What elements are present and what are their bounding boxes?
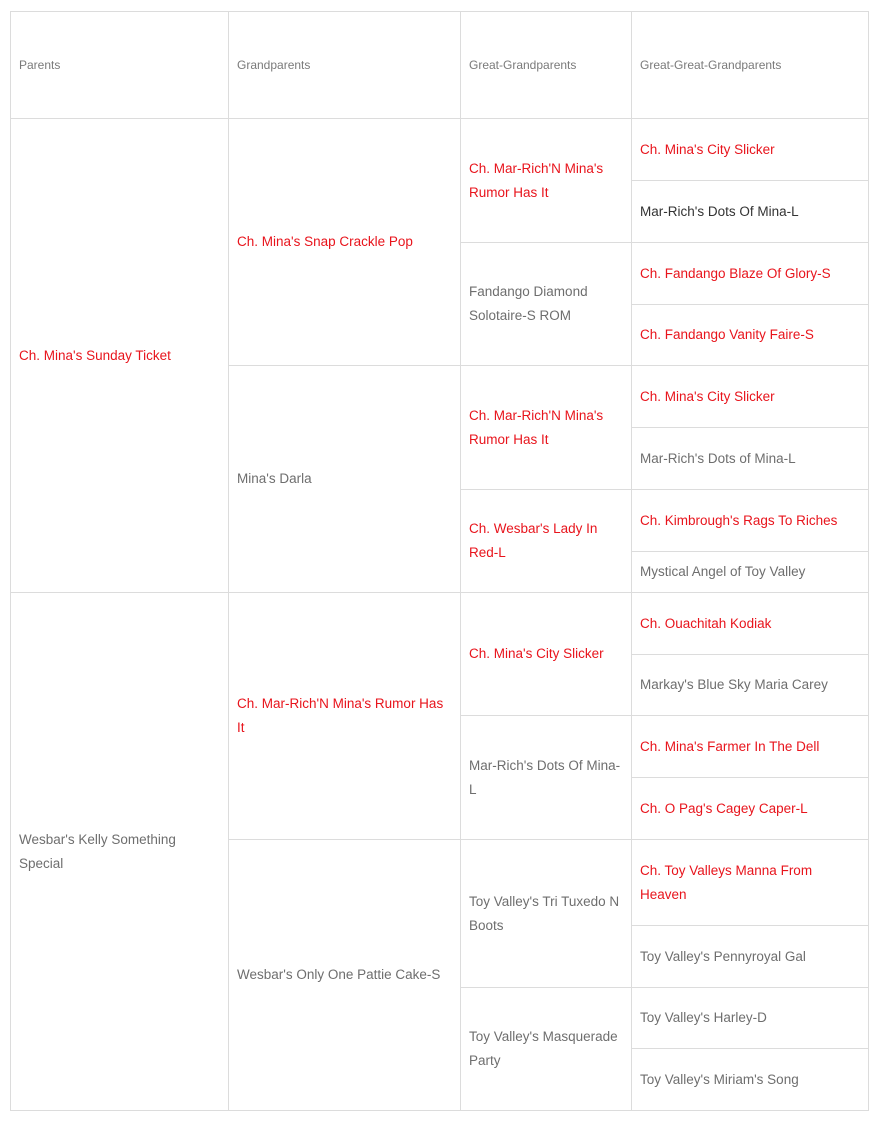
pedigree-table: [10, 11, 869, 1111]
dam-dam-dam-sire-cell: Toy Valley's Harley-D: [632, 988, 869, 1049]
dam-sire-dam-cell: Mar-Rich's Dots Of Mina-L: [461, 716, 632, 840]
sire-sire-sire-sire-cell: Ch. Mina's City Slicker: [632, 119, 869, 181]
sire-sire-cell: Ch. Mina's Snap Crackle Pop: [229, 119, 461, 366]
header-great-great-grandparents: Great-Great-Grandparents: [632, 12, 869, 119]
sire-dam-dam-cell: Ch. Wesbar's Lady In Red-L: [461, 490, 632, 593]
sire-sire-dam-sire-cell: Ch. Fandango Blaze Of Glory-S: [632, 243, 869, 305]
header-row: [11, 12, 869, 119]
sire-dam-sire-sire-cell: Ch. Mina's City Slicker: [632, 366, 869, 428]
dam-sire-cell: Ch. Mar-Rich'N Mina's Rumor Has It: [229, 593, 461, 840]
dam-dam-cell: Wesbar's Only One Pattie Cake-S: [229, 840, 461, 1111]
sire-dam-sire-dam-cell: Mar-Rich's Dots of Mina-L: [632, 428, 869, 490]
sire-sire-sire-cell: Ch. Mar-Rich'N Mina's Rumor Has It: [461, 119, 632, 243]
header-great-grandparents: Great-Grandparents: [461, 12, 632, 119]
dam-sire-dam-dam-cell: Ch. O Pag's Cagey Caper-L: [632, 778, 869, 840]
dam-dam-dam-dam-cell: Toy Valley's Miriam's Song: [632, 1049, 869, 1111]
dam-sire-sire-sire-cell: Ch. Ouachitah Kodiak: [632, 593, 869, 655]
sire-sire-dam-dam-cell: Ch. Fandango Vanity Faire-S: [632, 305, 869, 366]
sire-dam-sire-cell: Ch. Mar-Rich'N Mina's Rumor Has It: [461, 366, 632, 490]
dam-sire-dam-sire-cell: Ch. Mina's Farmer In The Dell: [632, 716, 869, 778]
dam-sire-sire-dam-cell: Markay's Blue Sky Maria Carey: [632, 655, 869, 716]
dam-dam-sire-dam-cell: Toy Valley's Pennyroyal Gal: [632, 926, 869, 988]
sire-sire-sire-dam-cell: Mar-Rich's Dots Of Mina-L: [632, 181, 869, 243]
sire-sire-dam-cell: Fandango Diamond Solotaire-S ROM: [461, 243, 632, 366]
dam-cell: Wesbar's Kelly Something Special: [11, 593, 229, 1111]
dam-sire-sire-cell: Ch. Mina's City Slicker: [461, 593, 632, 716]
dam-dam-sire-sire-cell: Ch. Toy Valleys Manna From Heaven: [632, 840, 869, 926]
header-parents: Parents: [11, 12, 229, 119]
sire-dam-dam-sire-cell: Ch. Kimbrough's Rags To Riches: [632, 490, 869, 552]
sire-cell: Ch. Mina's Sunday Ticket: [11, 119, 229, 593]
dam-dam-dam-cell: Toy Valley's Masquerade Party: [461, 988, 632, 1111]
sire-dam-cell: Mina's Darla: [229, 366, 461, 593]
header-grandparents: Grandparents: [229, 12, 461, 119]
sire-dam-dam-dam-cell: Mystical Angel of Toy Valley: [632, 552, 869, 593]
dam-dam-sire-cell: Toy Valley's Tri Tuxedo N Boots: [461, 840, 632, 988]
